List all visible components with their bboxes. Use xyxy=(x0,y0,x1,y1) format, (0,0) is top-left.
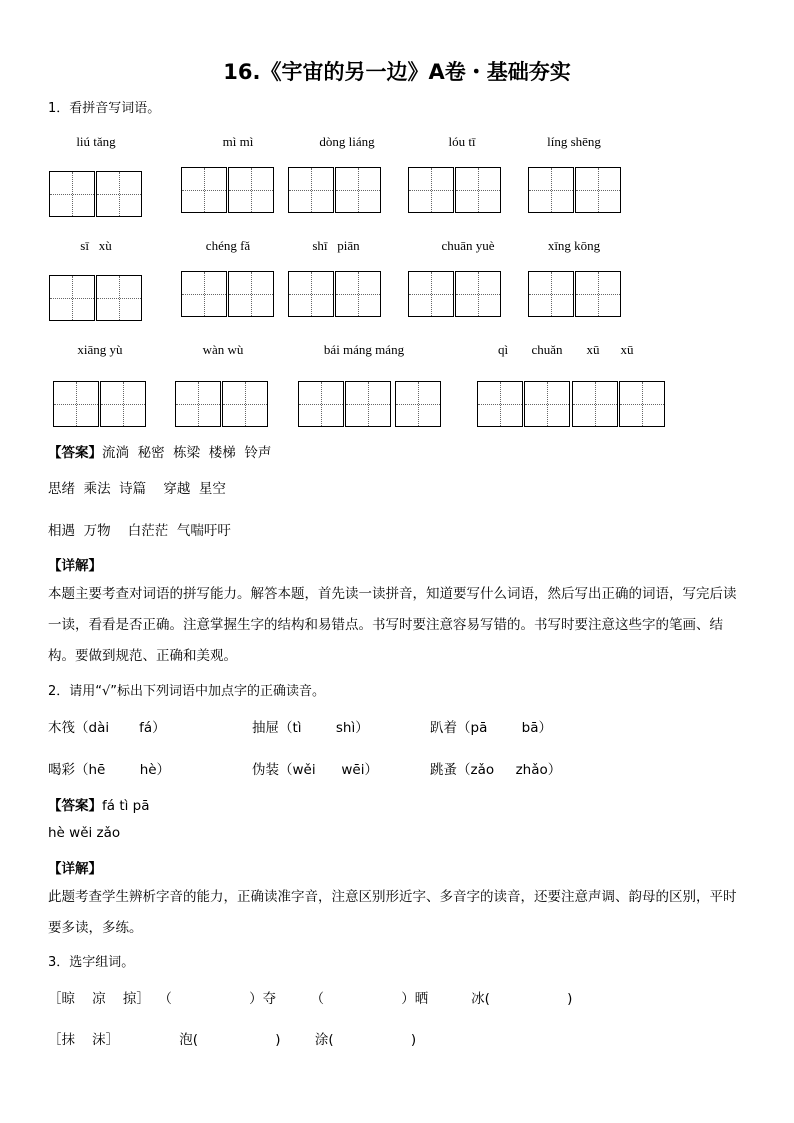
pinyin-label: xū xyxy=(586,342,600,357)
writing-box[interactable] xyxy=(49,171,95,217)
writing-box[interactable] xyxy=(408,167,454,213)
detail-text: 本题主要考查对词语的拼写能力。解答本题，首先读一读拼音，知道要写什么词语，然后写出正确的词语，写完后读一读，看看是否正确。注意掌握生字的结构和易错点。书写时要注意容易写错的。书写时要注意这些字的笔画、结构。要做到规范、正确和美观。 xyxy=(48,586,737,664)
writing-box[interactable] xyxy=(222,381,268,427)
writing-box[interactable] xyxy=(288,167,334,213)
writing-box[interactable] xyxy=(288,271,334,317)
reading-item[interactable]: 喝彩（hē hè） xyxy=(48,762,171,778)
reading-item[interactable]: 跳蚤（zǎo zhǎo） xyxy=(430,762,562,778)
question-3-heading: 3．选字组词。 xyxy=(48,955,135,970)
answer-block xyxy=(48,441,271,461)
writing-box[interactable] xyxy=(455,167,501,213)
writing-box[interactable] xyxy=(228,167,274,213)
fill-line[interactable]: ［抹 沫］ 泡( ) 涂( ) xyxy=(48,1032,417,1048)
writing-box[interactable] xyxy=(345,381,391,427)
writing-box[interactable] xyxy=(528,271,574,317)
answer-block xyxy=(48,794,150,814)
reading-item[interactable]: 木筏（dài fá） xyxy=(48,720,166,736)
writing-box[interactable] xyxy=(181,167,227,213)
reading-item[interactable]: 趴着（pā bā） xyxy=(430,720,553,736)
writing-box[interactable] xyxy=(524,381,570,427)
pinyin-label: shī piān xyxy=(312,238,360,253)
pinyin-label: dòng liáng xyxy=(319,134,375,149)
pinyin-label: chuǎn xyxy=(531,342,563,357)
pinyin-label: lóu tī xyxy=(448,134,476,149)
writing-box[interactable] xyxy=(477,381,523,427)
writing-box[interactable] xyxy=(335,167,381,213)
detail-label: 【详解】 xyxy=(48,861,102,877)
writing-box[interactable] xyxy=(572,381,618,427)
reading-item[interactable]: 抽屉（tì shì） xyxy=(252,720,369,736)
pinyin-label: xiāng yù xyxy=(77,342,123,357)
writing-box[interactable] xyxy=(100,381,146,427)
answer-text: 思绪 乘法 诗篇 穿越 星空 xyxy=(48,481,226,497)
writing-box[interactable] xyxy=(228,271,274,317)
answer-text: 流淌 秘密 栋梁 楼梯 铃声 xyxy=(102,445,272,461)
writing-box[interactable] xyxy=(455,271,501,317)
writing-box[interactable] xyxy=(298,381,344,427)
answer-text: 相遇 万物 白茫茫 气喘吁吁 xyxy=(48,523,231,539)
writing-box[interactable] xyxy=(96,275,142,321)
answer-text: fá tì pā xyxy=(102,798,150,814)
writing-box[interactable] xyxy=(528,167,574,213)
pinyin-label: chuān yuè xyxy=(441,238,495,253)
writing-box[interactable] xyxy=(175,381,221,427)
pinyin-label: liú tǎng xyxy=(76,134,116,149)
writing-box[interactable] xyxy=(181,271,227,317)
writing-box[interactable] xyxy=(395,381,441,427)
pinyin-label: wàn wù xyxy=(202,342,244,357)
pinyin-label: bái máng máng xyxy=(323,342,405,357)
writing-box[interactable] xyxy=(619,381,665,427)
writing-box[interactable] xyxy=(575,167,621,213)
pinyin-label: mì mì xyxy=(222,134,254,149)
answer-text: hè wěi zǎo xyxy=(48,825,121,841)
pinyin-label: sī xù xyxy=(80,238,112,253)
pinyin-label: xīng kōng xyxy=(547,238,601,253)
pinyin-label: xū xyxy=(620,342,634,357)
detail-text: 此题考查学生辨析字音的能力，正确读准字音，注意区别形近字、多音字的读音，还要注意声调、韵母的区别，平时要多读，多练。 xyxy=(48,889,737,936)
writing-box[interactable] xyxy=(335,271,381,317)
writing-box[interactable] xyxy=(49,275,95,321)
pinyin-label: líng shēng xyxy=(547,134,601,149)
page-title: 16.《宇宙的另一边》A卷・基础夯实 xyxy=(223,60,571,84)
pinyin-label: chéng fǎ xyxy=(205,238,251,253)
pinyin-label: qì xyxy=(497,342,509,357)
reading-item[interactable]: 伪装（wěi wēi） xyxy=(252,762,378,778)
writing-box[interactable] xyxy=(53,381,99,427)
answer-label: 【答案】 xyxy=(48,445,102,461)
detail-label: 【详解】 xyxy=(48,558,102,574)
question-2-heading: 2．请用“√”标出下列词语中加点字的正确读音。 xyxy=(48,684,326,699)
writing-box[interactable] xyxy=(96,171,142,217)
answer-label: 【答案】 xyxy=(48,798,102,814)
writing-box[interactable] xyxy=(408,271,454,317)
writing-box[interactable] xyxy=(575,271,621,317)
question-1-heading: 1．看拼音写词语。 xyxy=(48,101,161,116)
fill-line[interactable]: ［晾 凉 掠］ （ ）夺 （ ）晒 冰( ) xyxy=(48,991,573,1007)
